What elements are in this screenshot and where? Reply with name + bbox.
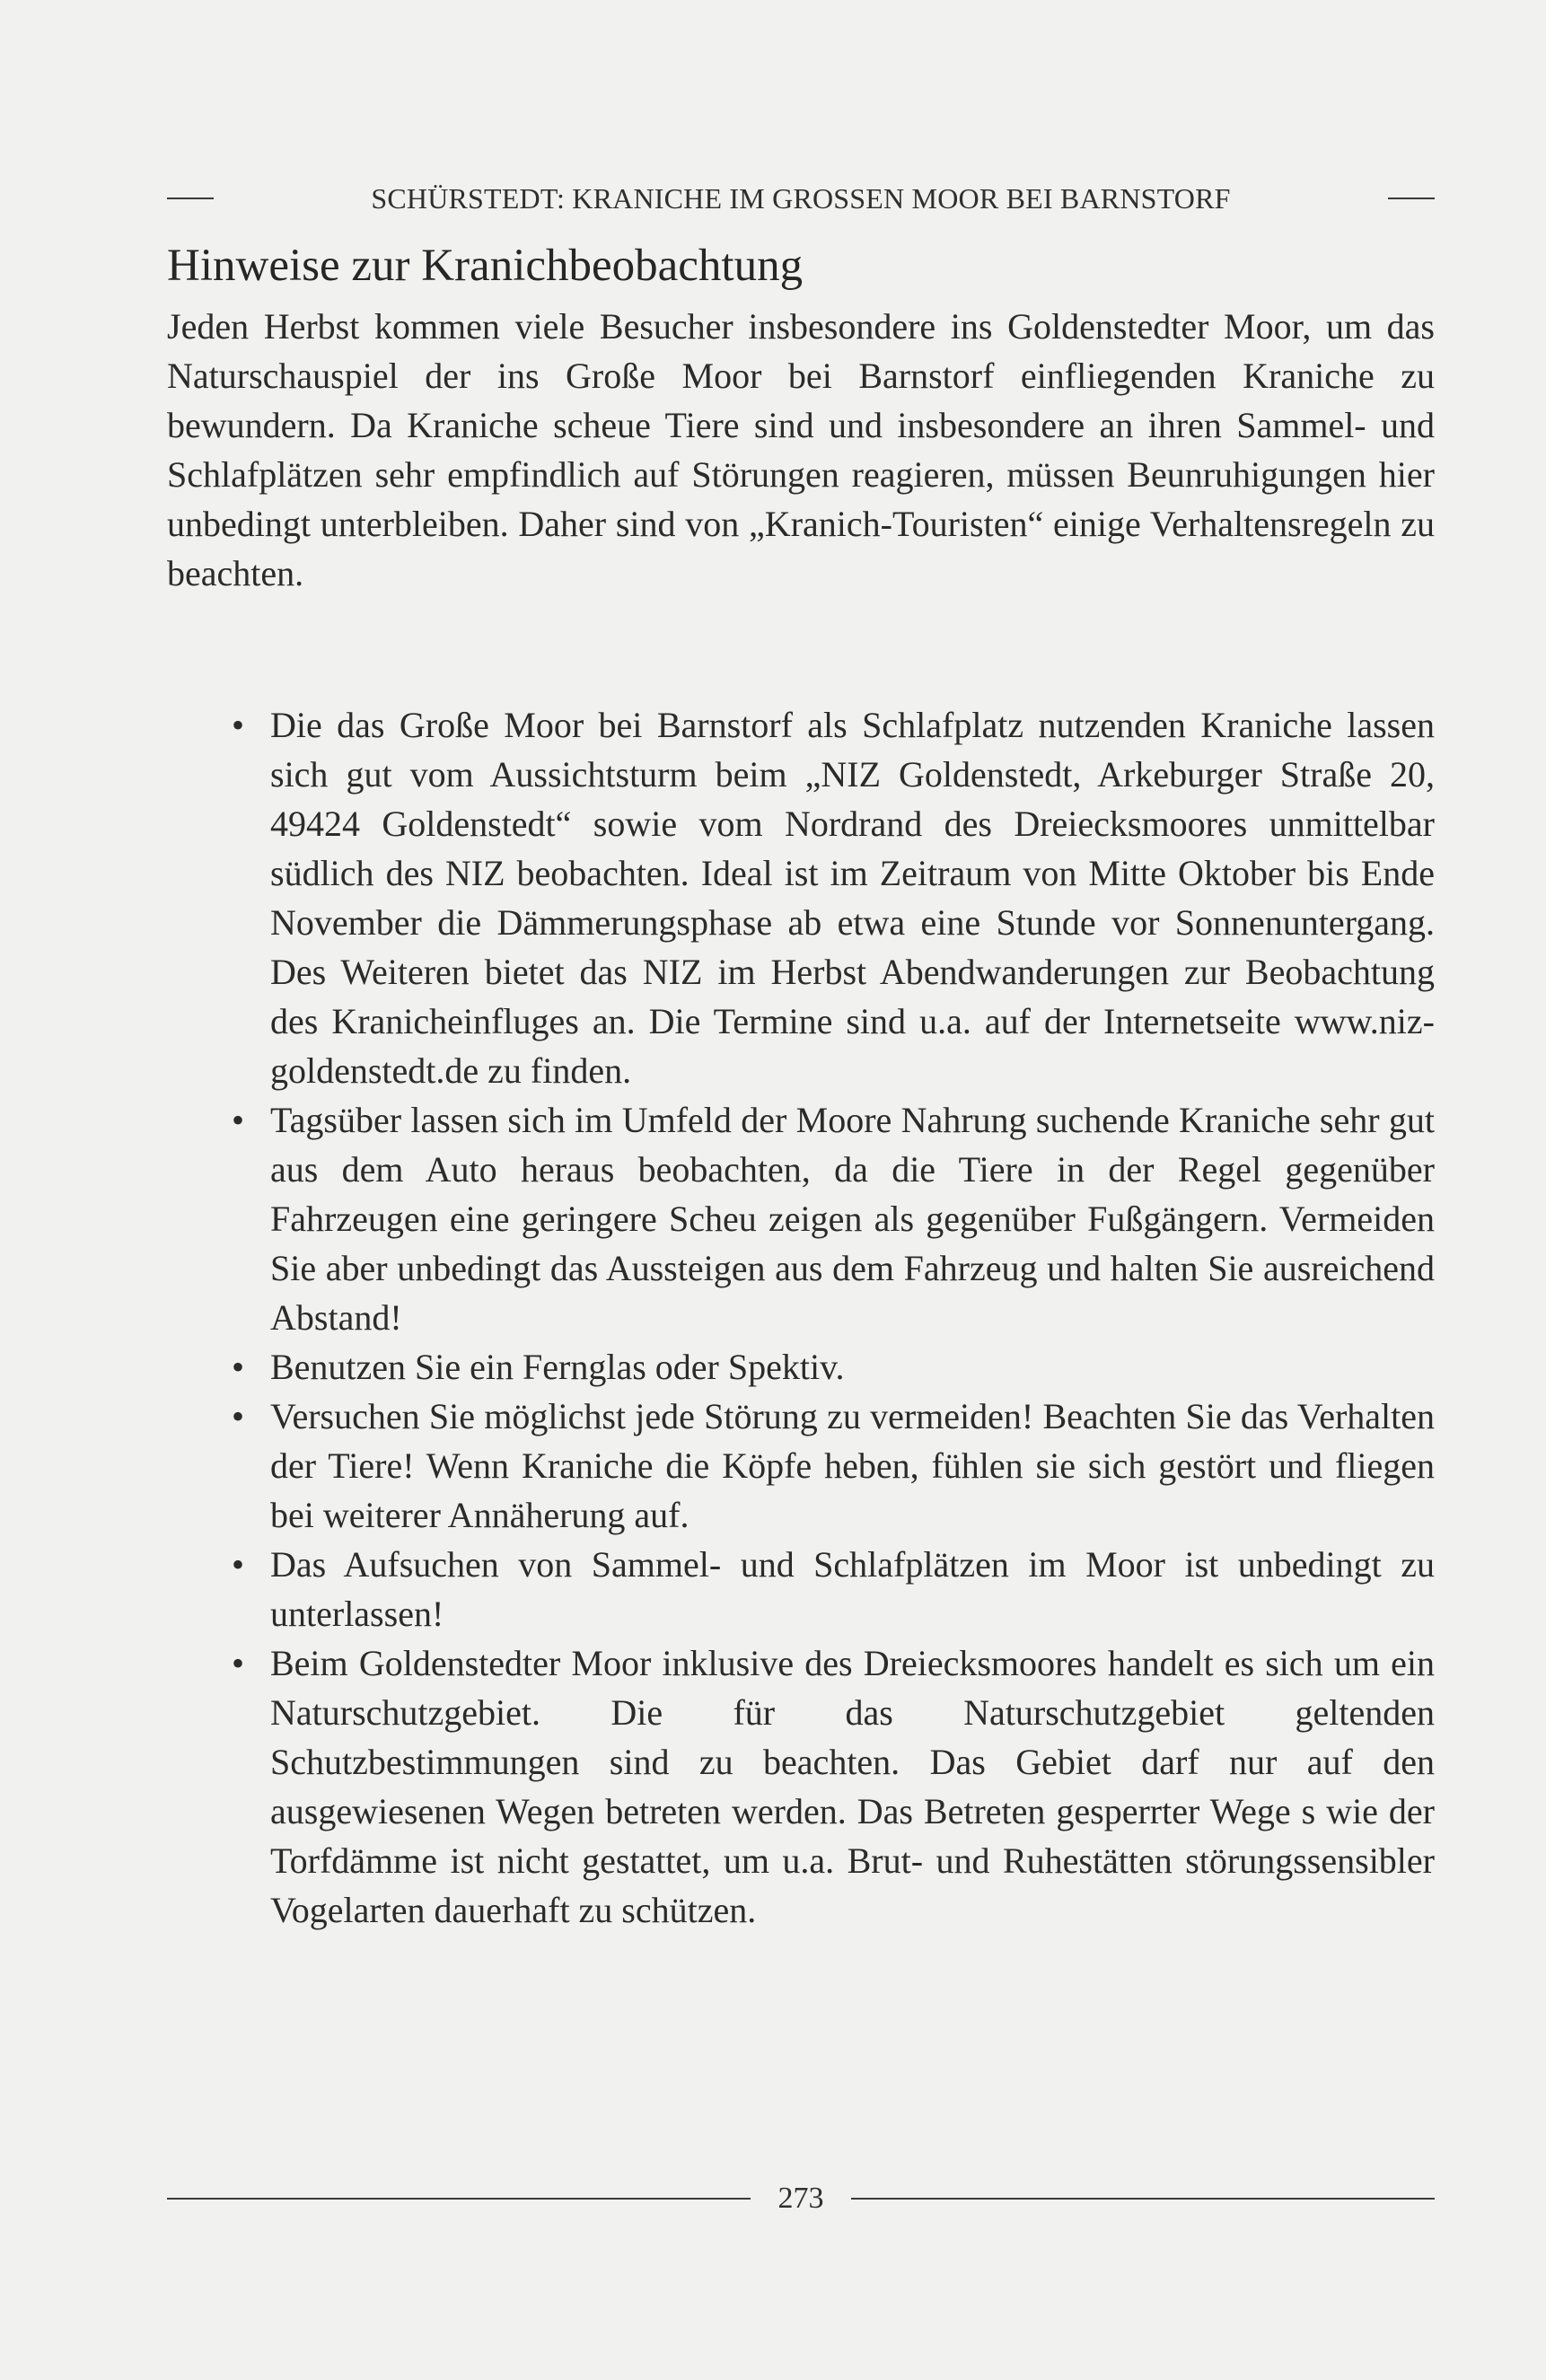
list-item-text: Beim Goldenstedter Moor inklusive des Dreiecksmoores handelt es sich um ein Naturschutzgebiet. Die für das Naturschutzgebiet geltenden Schutzbestimmungen sind zu beachten. Das Gebiet darf nur auf den ausgewiesenen Wegen betreten werden. Das Betreten gesperrter Wege s wie der Torfdämme ist nicht gestattet, um u.a. Brut- und Ruhestätten störungssensibler Vogelarten dauerhaft zu schützen. xyxy=(270,1643,1435,1930)
bullet-icon: • xyxy=(232,1347,245,1387)
list-item-text: Das Aufsuchen von Sammel- und Schlafplätzen im Moor ist unbedingt zu unterlassen! xyxy=(270,1544,1435,1634)
list-item-text: Benutzen Sie ein Fernglas oder Spektiv. xyxy=(270,1347,845,1387)
running-head xyxy=(167,176,1435,221)
page-footer xyxy=(167,2176,1435,2221)
bullet-icon: • xyxy=(232,1643,245,1683)
running-head-text: SCHÜRSTEDT: KRANICHE IM GROSSEN MOOR BEI BARNSTORF xyxy=(371,181,1231,215)
footer-right-rule xyxy=(851,2198,1435,2200)
list-item-text: Versuchen Sie möglichst jede Störung zu vermeiden! Beachten Sie das Verhalten der Tiere! Wenn Kraniche die Köpfe heben, fühlen sie sich gestört und fliegen bei weiterer Annäherung auf. xyxy=(270,1396,1435,1535)
list-item xyxy=(167,1095,1435,1342)
list-item-text: Die das Große Moor bei Barnstorf als Schlafplatz nutzenden Kraniche lassen sich gut vom Aussichtsturm beim „NIZ Goldenstedt, Arkeburger Straße 20, 49424 Goldenstedt“ sowie vom Nordrand des Dreiecksmoores unmittelbar südlich des NIZ beobachten. Ideal ist im Zeitraum von Mitte Oktober bis Ende November die Dämmerungsphase ab etwa eine Stunde vor Sonnenuntergang. Des Weiteren bietet das NIZ im Herbst Abendwanderungen zur Beobachtung des Kranicheinfluges an. Die Termine sind u.a. auf der Internetseite www.niz-goldenstedt.de zu finden. xyxy=(270,705,1435,1091)
bullet-icon: • xyxy=(232,1396,245,1436)
bullet-icon: • xyxy=(232,705,245,745)
footer-left-rule xyxy=(167,2198,751,2200)
section-title: Hinweise zur Kranichbeobachtung xyxy=(167,241,804,291)
bullet-icon: • xyxy=(232,1544,245,1585)
list-item xyxy=(167,1392,1435,1540)
list-item xyxy=(167,1540,1435,1638)
list-item xyxy=(167,700,1435,1095)
list-item-text: Tagsüber lassen sich im Umfeld der Moore Nahrung suchende Kraniche sehr gut aus dem Auto heraus beobachten, da die Tiere in der Regel gegenüber Fahrzeugen eine geringere Scheu zeigen als gegenüber Fußgängern. Vermeiden Sie aber unbedingt das Aussteigen aus dem Fahrzeug und halten Sie ausreichend Abstand! xyxy=(270,1100,1435,1338)
page-number: 273 xyxy=(777,2182,824,2215)
list-item xyxy=(167,1342,1435,1392)
bullet-icon: • xyxy=(232,1100,245,1140)
running-head-right-rule xyxy=(1388,198,1435,199)
list-item xyxy=(167,1638,1435,1935)
guidelines-list xyxy=(167,700,1435,1935)
running-head-left-rule xyxy=(167,198,214,199)
intro-paragraph: Jeden Herbst kommen viele Besucher insbesondere ins Goldenstedter Moor, um das Naturschauspiel der ins Große Moor bei Barnstorf einfliegenden Kraniche zu bewundern. Da Kraniche scheue Tiere sind und insbesondere an ihren Sammel- und Schlafplätzen sehr empfindlich auf Störungen reagieren, müssen Beunruhigungen hier unbedingt unterbleiben. Daher sind von „Kranich-Touristen“ einige Verhaltensregeln zu beachten. xyxy=(167,306,1435,593)
